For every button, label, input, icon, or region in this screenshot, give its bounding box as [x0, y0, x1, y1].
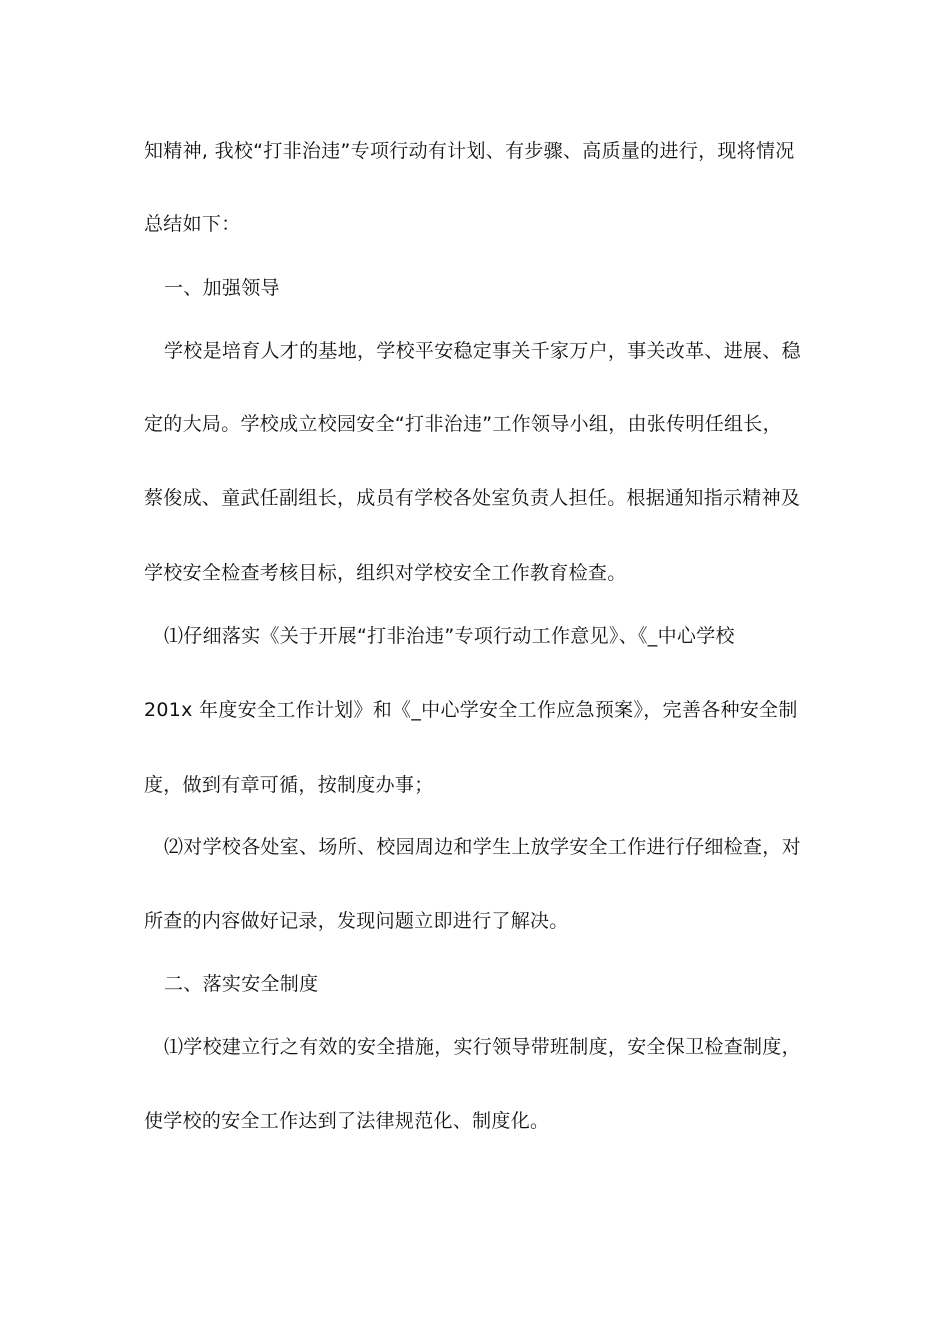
paragraph-line: 知精神, 我校“打非治违”专项行动有计划、有步骤、高质量的进行，现将情况	[144, 140, 795, 162]
list-item-line: ⑵对学校各处室、场所、校园周边和学生上放学安全工作进行仔细检查，对	[164, 836, 801, 858]
paragraph-line: 201x 年度安全工作计划》和《_中心学安全工作应急预案》，完善各种安全制	[144, 699, 798, 721]
paragraph-line: 度，做到有章可循，按制度办事；	[144, 774, 434, 796]
paragraph-line: 所查的内容做好记录，发现问题立即进行了解决。	[144, 910, 569, 932]
list-item-line: ⑴仔细落实《关于开展“打非治违”专项行动工作意见》、《_中心学校	[164, 625, 735, 647]
paragraph-line: 总结如下：	[144, 213, 241, 235]
list-item-line: ⑴学校建立行之有效的安全措施，实行领导带班制度，安全保卫检查制度，	[164, 1036, 801, 1058]
section-heading: 二、落实安全制度	[164, 973, 319, 995]
paragraph-line: 使学校的安全工作达到了法律规范化、制度化。	[144, 1110, 550, 1132]
section-heading: 一、加强领导	[164, 277, 280, 299]
paragraph-line: 定的大局。学校成立校园安全“打非治违”工作领导小组，由张传明任组长，	[144, 413, 782, 435]
paragraph-line: 学校安全检查考核目标，组织对学校安全工作教育检查。	[144, 562, 627, 584]
paragraph-line: 蔡俊成、童武任副组长，成员有学校各处室负责人担任。根据通知指示精神及	[144, 487, 801, 509]
paragraph-line: 学校是培育人才的基地，学校平安稳定事关千家万户，事关改革、进展、稳	[164, 340, 801, 362]
